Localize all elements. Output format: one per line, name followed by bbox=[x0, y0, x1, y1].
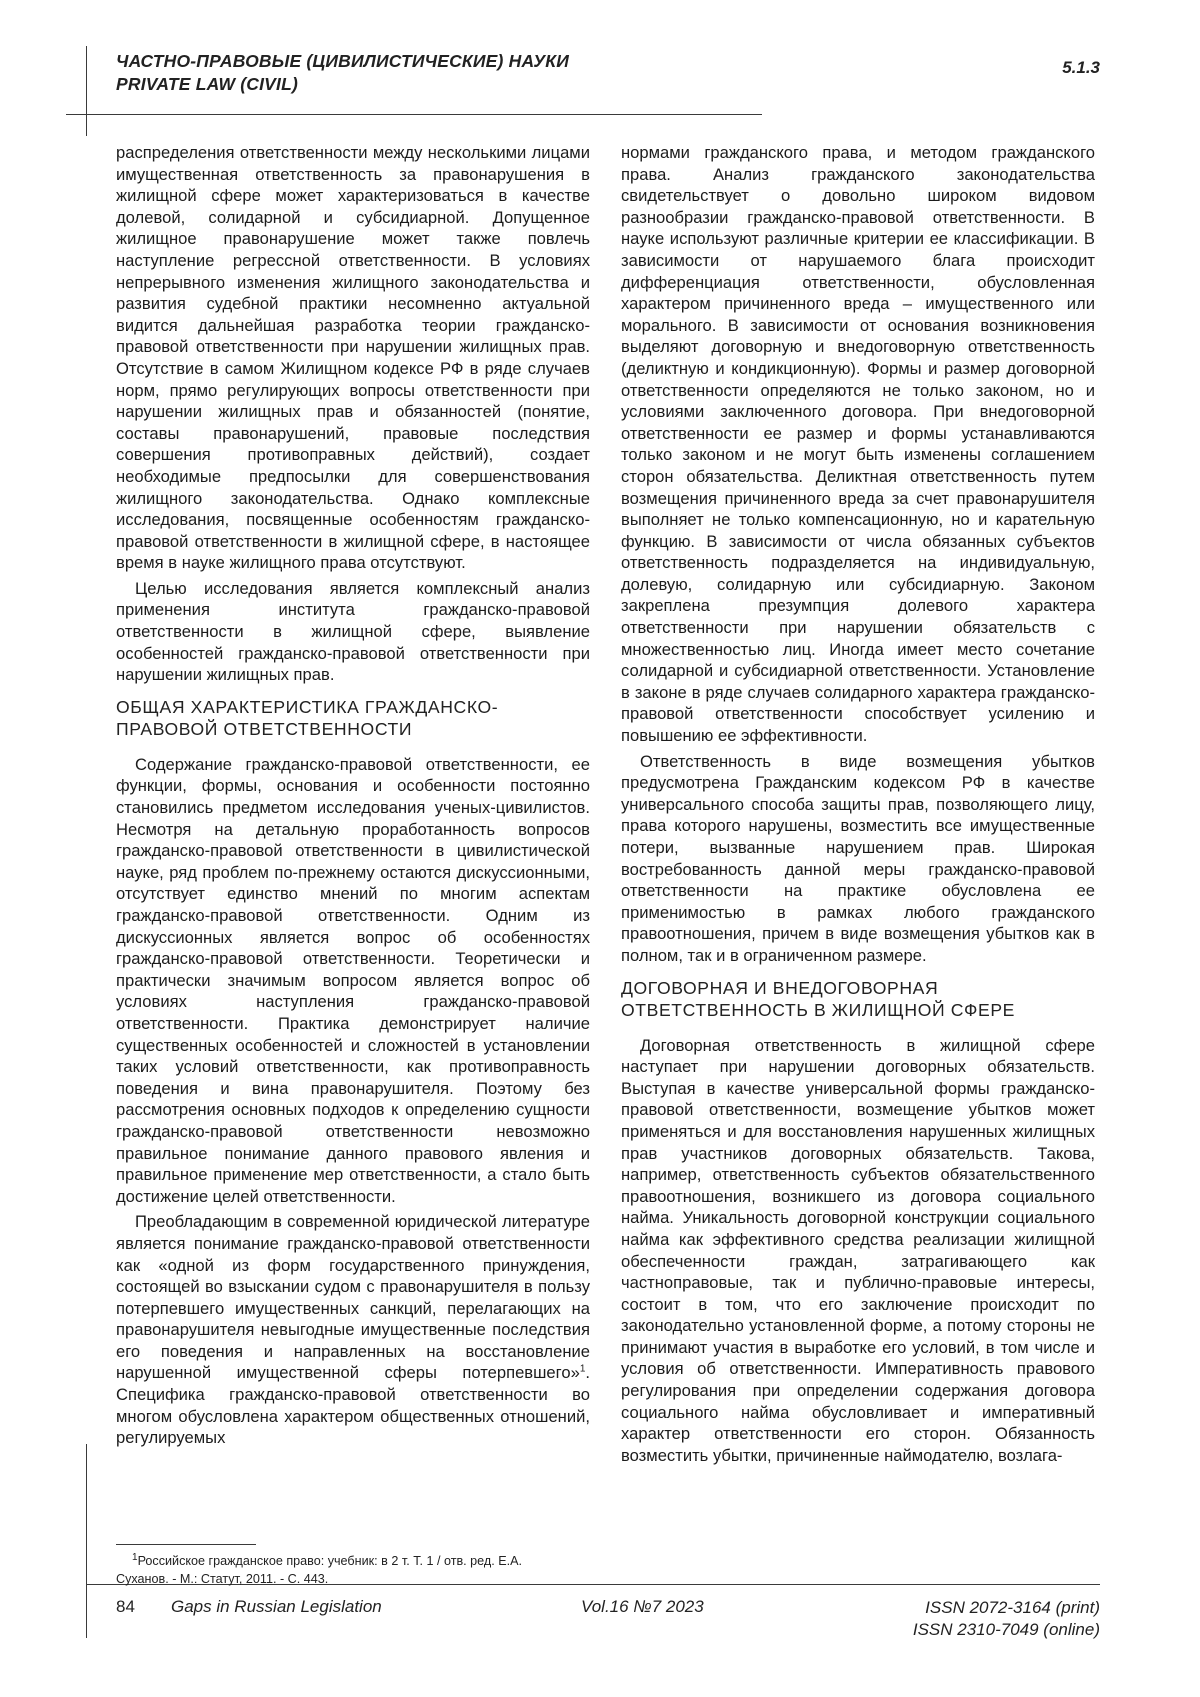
header-horizontal-rule bbox=[66, 114, 762, 115]
volume-issue: Vol.16 №7 2023 bbox=[581, 1597, 704, 1616]
footnote-line bbox=[116, 1552, 590, 1570]
paragraph: Содержание гражданско-правовой ответственности, ее функции, формы, основания и особенности постоянно становились предметом исследования ученых-цивилистов. Несмотря на детальную проработанность вопросов гражданско-правовой ответственности в цивилистической науке, ряд проблем по-прежнему остаются дискуссионными, отсутствует единство мнений по многим аспектам гражданско-правовой ответственности. Одним из дискуссионных является вопрос об особенностях гражданско-правовой ответственности. Теоретически и практически значимым вопросом является вопрос об условиях наступления гражданско-правовой ответственности. Практика демонстрирует наличие существенных особенностей и сложностей в установлении таких условий ответственности, как противоправность поведения и вина правонарушителя. Поэтому без рассмотрения основных подходов к определению сущности гражданско-правовой ответственности невозможно правильное понимание данного правового явления и правильное применение мер ответственности, а стало быть достижение целей ответственности. bbox=[116, 754, 590, 1206]
right-column bbox=[621, 142, 1095, 1470]
issn-online: ISSN 2310-7049 (online) bbox=[912, 1620, 1100, 1639]
left-column bbox=[116, 142, 590, 1453]
paragraph: распределения ответственности между несколькими лицами имущественная ответственность за правонарушения в жилищной сфере может характеризоваться в качестве долевой, солидарной и субсидиарной. Допущенное жилищное правонарушение может также повлечь наступление регрессной ответственности. В условиях непрерывного изменения жилищного законодательства и развития судебной практики несомненно актуальной видится дальнейшая разработка теории гражданско-правовой ответственности при нарушении жилищных прав. Отсутствие в самом Жилищном кодексе РФ в ряде случаев норм, прямо регулирующих вопросы ответственности при нарушении жилищных прав и обязанностей (понятие, составы правонарушений, правовые последствия совершения противоправных действий), создает необходимые предпосылки для совершенствования жилищного законодательства. Однако комплексные исследования, посвященные особенностям гражданско-правовой ответственности в жилищной сфере, в настоящее время в науке жилищного права отсутствуют. bbox=[116, 143, 590, 573]
heading-line: ПРАВОВОЙ ОТВЕТСТВЕННОСТИ bbox=[116, 718, 413, 739]
paragraph: нормами гражданского права, и методом гражданского права. Анализ гражданского законодательства свидетельствует о довольно широком видовом разнообразии гражданско-правовой ответственности. В науке используют различные критерии ее классификации. В зависимости от нарушаемого блага происходит дифференциация ответственности, обусловленная характером причиненного вреда – имущественного или морального. В зависимости от основания возникновения выделяют договорную и внедоговорную ответственность (деликтную и кондикционную). Формы и размер договорной ответственности определяются не только законом, но и условиями заключенного договора. При внедоговорной ответственности ее размер и формы устанавливаются только законом и не могут быть изменены соглашением сторон обязательства. Деликтная ответственность путем возмещения причиненного вреда за счет правонарушителя выполняет не только компенсационную, но и карательную функцию. В зависимости от числа обязанных субъектов ответственность подразделяется на индивидуальную, долевую, солидарную или субсидиарную. Законом закреплена презумпция долевого характера ответственности при нарушении обязательств с множественностью лиц. Иногда имеет место сочетание солидарной и субсидиарной ответственности. Установление в законе в ряде случаев солидарного характера гражданско-правовой ответственности способствует усилению и повышению ее эффективности. bbox=[621, 143, 1095, 746]
footnote-line: Суханов. - М.: Статут, 2011. - С. 443. bbox=[116, 1572, 329, 1586]
paragraph: Ответственность в виде возмещения убытков предусмотрена Гражданским кодексом РФ в качестве универсального способа защиты прав, позволяющего лицу, права которого нарушены, возместить все имущественные потери, вызванные нарушением прав. Широкая востребованность данной меры гражданско-правовой ответственности на практике обусловлена ее применимостью в рамках любого гражданского правоотношения, причем в виде возмещения убытков как в полном, так и в ограниченном размере. bbox=[621, 751, 1095, 965]
page-number: 84 bbox=[116, 1597, 135, 1616]
footnote-number: 1 bbox=[132, 1551, 138, 1563]
header-vertical-rule bbox=[86, 46, 87, 136]
paragraph: Целью исследования является комплексный анализ применения института гражданско-правовой ответственности в жилищной сфере, выявление особенностей гражданско-правовой ответственности при нарушении жилищных прав. bbox=[116, 578, 590, 685]
paragraph-text: Преобладающим в современной юридической литературе является понимание гражданско-правовой ответственности как «одной из форм государственного принуждения, состоящей во взыскании судом с правонарушителя в пользу потерпевшего имущественных санкций, перелагающих на правонарушителя невыгодные имущественные последствия его поведения и направленных на восстановление нарушенной имущественной сферы потерпевшего» bbox=[116, 1212, 590, 1383]
footnote-text: Российское гражданское право: учебник: в 2 т. Т. 1 / отв. ред. Е.А. bbox=[137, 1554, 523, 1568]
header-title-en: PRIVATE LAW (CIVIL) bbox=[116, 74, 299, 94]
paragraph-text: . Специфика гражданско-правовой ответственности во многом обусловлена характером общественных отношений, регулируемых bbox=[116, 1363, 590, 1448]
footnote-reference[interactable]: 1 bbox=[579, 1363, 586, 1375]
issn-block bbox=[913, 1597, 1100, 1641]
header-title-ru: ЧАСТНО-ПРАВОВЫЕ (ЦИВИЛИСТИЧЕСКИЕ) НАУКИ bbox=[116, 51, 570, 71]
running-header bbox=[116, 50, 569, 96]
heading-line: ДОГОВОРНАЯ И ВНЕДОГОВОРНАЯ bbox=[621, 977, 939, 998]
footnote bbox=[116, 1552, 590, 1588]
heading-line: ОБЩАЯ ХАРАКТЕРИСТИКА ГРАЖДАНСКО- bbox=[116, 696, 499, 717]
paragraph bbox=[116, 1211, 590, 1449]
section-code: 5.1.3 bbox=[1062, 58, 1100, 77]
section-heading bbox=[621, 977, 1095, 1021]
footnote-rule bbox=[116, 1544, 256, 1545]
heading-line: ОТВЕТСТВЕННОСТЬ В ЖИЛИЩНОЙ СФЕРЕ bbox=[621, 999, 1015, 1020]
paragraph: Договорная ответственность в жилищной сфере наступает при нарушении договорных обязательств. Выступая в качестве универсальной формы гражданско-правовой ответственности, возмещение убытков может применяться и для восстановления нарушенных жилищных прав участников договорных обязательств. Такова, например, ответственность субъектов обязательственного правоотношения, возникшего из договора социального найма. Уникальность договорной конструкции социального найма как эффективного средства реализации жилищной обеспеченности граждан, затрагивающего как частноправовые, так и публично-правовые интересы, состоит в том, что его заключение происходит по законодательно установленной форме, а потому стороны не принимают участия в выработке его условий, в том числе и условия об ответственности. Императивность правового регулирования при определении содержания договора социального найма обусловливает и императивный характер ответственности его сторон. Обязанность возместить убытки, причиненные наймодателю, возлага- bbox=[621, 1035, 1095, 1465]
footer-vertical-rule bbox=[86, 1444, 87, 1638]
journal-name: Gaps in Russian Legislation bbox=[171, 1597, 382, 1616]
issn-print: ISSN 2072-3164 (print) bbox=[925, 1598, 1100, 1617]
section-heading bbox=[116, 696, 590, 740]
